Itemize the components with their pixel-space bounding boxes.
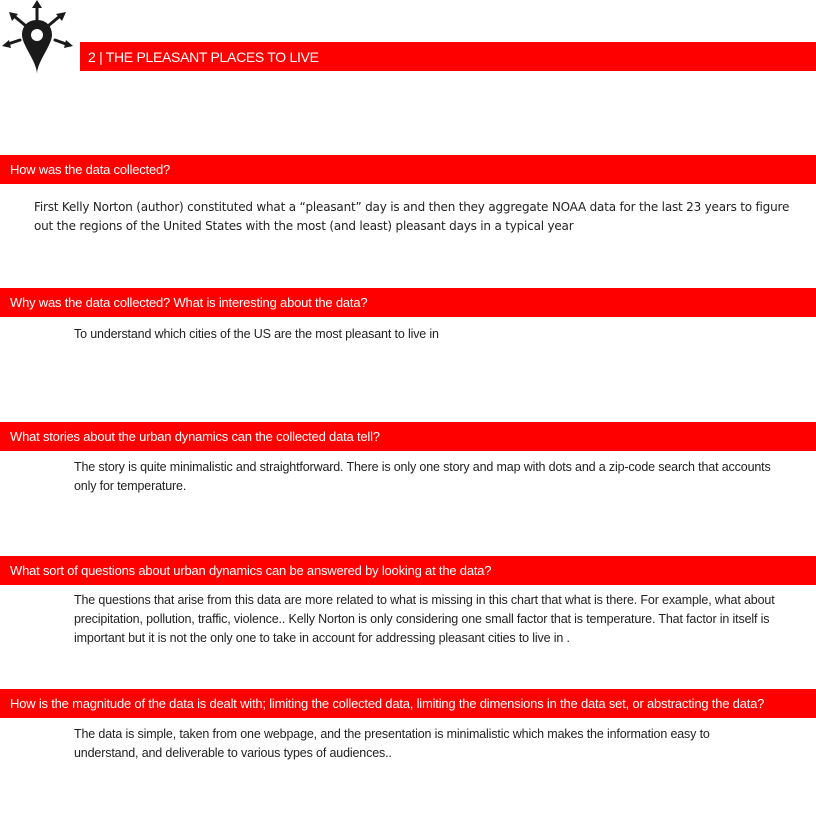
section-heading-questions: What sort of questions about urban dynamics can be answered by looking at the data? xyxy=(0,556,816,585)
section-heading-stories: What stories about the urban dynamics can the collected data tell? xyxy=(0,422,816,451)
section-answer-questions: The questions that arise from this data are more related to what is missing in this chart that what is there. For example, what about precipitation, pollution, traffic, violence.. Kelly Norton is only considering one small factor that is temperature. That factor in itself is important but it is not the only one to take in account for addressing pleasant cities to live in . xyxy=(74,593,775,645)
section-heading-data-collected: How was the data collected? xyxy=(0,155,816,184)
section-answer-data-collected: First Kelly Norton (author) constituted what a “pleasant” day is and then they aggregate NOAA data for the last 23 years to figure out the regions of the United States with the most (and least) pleasant days in a typical year xyxy=(34,200,790,233)
page-title: 2 | THE PLEASANT PLACES TO LIVE xyxy=(80,42,816,71)
section-heading-why-collected: Why was the data collected? What is interesting about the data? xyxy=(0,288,816,317)
compass-pin-icon xyxy=(0,0,78,78)
section-answer-magnitude: The data is simple, taken from one webpage, and the presentation is minimalistic which makes the information easy to understand, and deliverable to various types of audiences.. xyxy=(74,727,710,760)
section-answer-why-collected: To understand which cities of the US are the most pleasant to live in xyxy=(74,327,439,341)
section-heading-magnitude: How is the magnitude of the data is dealt with; limiting the collected data, limiting the dimensions in the data set, or abstracting the data? xyxy=(0,689,816,718)
section-answer-stories: The story is quite minimalistic and straightforward. There is only one story and map with dots and a zip-code search that accounts only for temperature. xyxy=(74,460,771,493)
